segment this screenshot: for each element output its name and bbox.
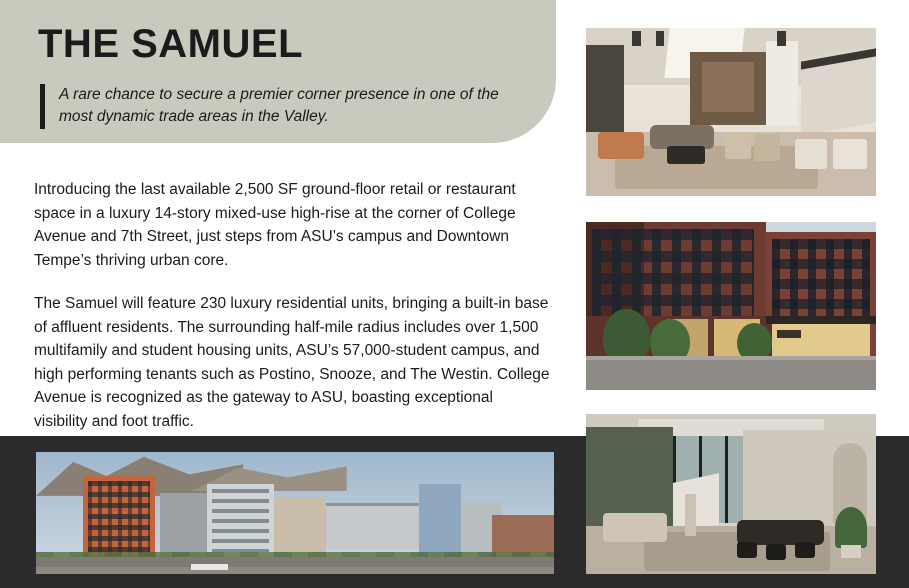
exterior-secondary-windows [772,239,871,316]
lobby-screen-panel [702,62,754,112]
exterior-window-grid [592,229,754,316]
floor-lamp-icon [685,494,697,536]
skyline-building-windows [212,489,269,552]
interior-stool [795,542,815,558]
lobby-chair [795,139,827,169]
lobby-chair [725,132,751,159]
interior-stool [766,544,786,560]
subtitle-block [40,84,510,129]
skyline-orange-tower-windows [88,481,150,554]
lobby-image [586,28,876,196]
skyline-street [36,567,554,574]
lobby-rug [615,146,818,190]
lobby-right-wall [766,41,798,125]
exterior-street [586,360,876,390]
exterior-signage [777,330,800,338]
interior-image [586,414,876,574]
interior-sofa [603,513,667,542]
interior-stool [737,542,757,558]
skyline-sign [191,564,227,570]
lobby-coffee-table [667,146,705,164]
skyline-image [36,452,554,574]
lobby-orange-sofa [598,132,644,159]
planter-pot [841,545,861,558]
stadium [326,506,419,550]
exterior-image [586,222,876,390]
page-title: THE SAMUEL [38,22,303,66]
pendant-light-icon [632,31,641,46]
subtitle-text: A rare chance to secure a premier corner presence in one of the most dynamic trade areas in the Valley. [59,86,499,126]
lobby-chair [754,134,780,161]
body-copy [34,178,550,433]
body-paragraph-2: The Samuel will feature 230 luxury residential units, bringing a built-in base of affluent residents. The surrounding half-mile radius includes over 1,500 multifamily and student housing units, ASU’s 57,000-student campus, and high performing tenants such as Postino, Snooze, and The Westin. College Avenue is recognized as the gateway to ASU, boasting exceptional visibility and foot traffic. [34,295,550,430]
subtitle-accent-bar [40,84,45,129]
body-paragraph-1: Introducing the last available 2,500 SF ground-floor retail or restaurant space in a luxury 14-story mixed-use high-rise at the corner of College Avenue and 7th Street, just steps from ASU’s campus and Downtown Tempe’s thriving urban core. [34,181,516,269]
plant-icon [835,507,867,549]
exterior-awning [766,316,876,324]
pendant-light-icon [656,31,665,46]
interior-staircase [673,473,719,534]
lobby-chair [833,139,868,169]
pendant-light-icon [777,31,786,46]
